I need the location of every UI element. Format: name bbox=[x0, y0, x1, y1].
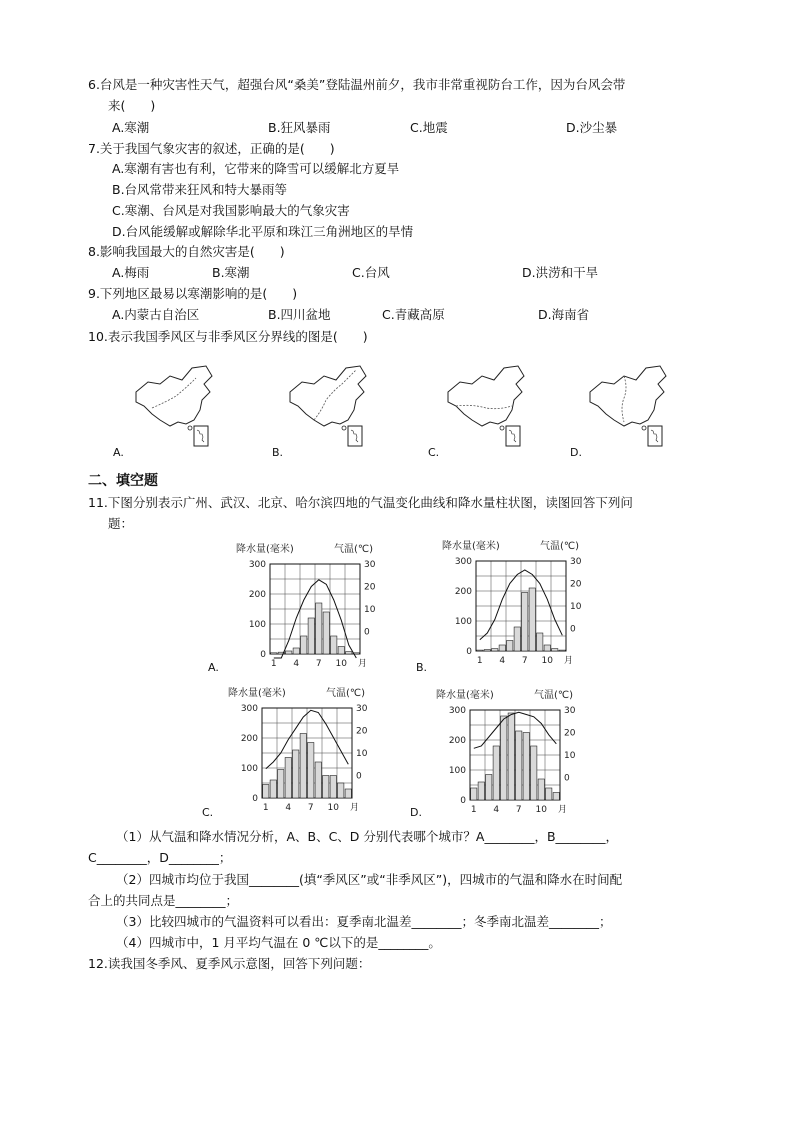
precip-bar-6 bbox=[300, 734, 306, 799]
precip-bar-1 bbox=[271, 653, 277, 654]
x-tick-label: 4 bbox=[499, 656, 506, 666]
left-tick-label: 200 bbox=[454, 587, 472, 597]
section-title: 二、填空题 bbox=[88, 473, 158, 489]
q7-option-b: B.台风常带来狂风和特大暴雨等 bbox=[112, 182, 288, 197]
q8-stem: 8.影响我国最大的自然灾害是( ) bbox=[88, 244, 285, 259]
x-tick-label: 10 bbox=[535, 805, 547, 815]
q12-stem: 12.读我国冬季风、夏季风示意图，回答下列问题： bbox=[88, 956, 371, 971]
q9-option-d: D.海南省 bbox=[538, 307, 590, 322]
left-axis-title: 降水量(毫米) bbox=[442, 541, 500, 552]
precip-bar-5 bbox=[507, 641, 513, 652]
left-tick-label: 200 bbox=[448, 736, 466, 746]
left-tick-label: 100 bbox=[454, 617, 472, 627]
right-tick-label: 30 bbox=[356, 704, 368, 714]
precip-bar-7 bbox=[308, 743, 314, 799]
right-tick-label: 20 bbox=[564, 728, 576, 739]
q7-option-a: A.寒潮有害也有利，它带来的降雪可以缓解北方夏旱 bbox=[112, 161, 400, 176]
q6-stem-line1: 6.台风是一种灾害性天气，超强台风“桑美”登陆温州前夕，我市非常重视防台工作，因为台风会带 bbox=[88, 77, 626, 92]
right-axis-title: 气温(℃) bbox=[334, 544, 374, 555]
precip-bar-1 bbox=[263, 785, 269, 799]
map-label-b: B. bbox=[272, 446, 284, 459]
precip-bar-3 bbox=[492, 649, 498, 651]
right-tick-label: 0 bbox=[564, 773, 570, 784]
precip-bar-12 bbox=[559, 650, 565, 651]
left-tick-label: 0 bbox=[460, 796, 466, 806]
q6-option-c: C.地震 bbox=[410, 120, 448, 135]
x-tick-label: 10 bbox=[335, 659, 347, 669]
precip-bar-2 bbox=[484, 650, 490, 652]
left-tick-label: 0 bbox=[466, 647, 472, 657]
precip-bar-10 bbox=[338, 647, 344, 655]
precip-bar-4 bbox=[499, 645, 505, 651]
chart-label-a: A. bbox=[208, 661, 219, 674]
q6-stem-line2: 来( ) bbox=[108, 98, 156, 113]
left-axis-title: 降水量(毫米) bbox=[228, 688, 286, 699]
q8-option-d: D.洪涝和干旱 bbox=[522, 265, 599, 280]
x-unit-label: 月 bbox=[350, 803, 360, 813]
precip-bar-1 bbox=[477, 650, 483, 651]
left-tick-label: 300 bbox=[448, 706, 466, 716]
q6-option-a: A.寒潮 bbox=[112, 120, 150, 135]
q10-stem: 10.表示我国季风区与非季风区分界线的图是( ) bbox=[88, 329, 368, 344]
precip-bar-4 bbox=[493, 746, 499, 800]
right-tick-label: 10 bbox=[570, 602, 582, 612]
climate-chart-a bbox=[232, 540, 392, 672]
map-label-a: A. bbox=[113, 446, 124, 459]
precip-bar-8 bbox=[529, 588, 535, 651]
x-tick-label: 7 bbox=[315, 659, 322, 669]
precip-bar-4 bbox=[285, 758, 291, 799]
precip-bar-8 bbox=[315, 762, 321, 798]
q7-stem: 7.关于我国气象灾害的叙述，正确的是( ) bbox=[88, 141, 335, 156]
right-tick-label: 30 bbox=[570, 557, 582, 567]
china-map-d bbox=[584, 362, 684, 454]
x-unit-label: 月 bbox=[558, 805, 568, 815]
q11-stem-line1: 11.下图分别表示广州、武汉、北京、哈尔滨四地的气温变化曲线和降水量柱状图，读图回答下列问 bbox=[88, 495, 633, 510]
q9-option-c: C.青藏高原 bbox=[382, 307, 445, 322]
china-map-b bbox=[284, 362, 384, 454]
q8-option-c: C.台风 bbox=[352, 265, 390, 280]
precip-bar-12 bbox=[553, 793, 559, 801]
x-tick-label: 4 bbox=[493, 805, 500, 815]
q9-stem: 9.下列地区最易以寒潮影响的是( ) bbox=[88, 286, 298, 301]
left-tick-label: 300 bbox=[240, 704, 258, 714]
china-map-c bbox=[442, 362, 542, 454]
q9-option-b: B.四川盆地 bbox=[268, 307, 331, 322]
precip-bar-1 bbox=[471, 788, 477, 800]
q11-sub3: （3）比较四城市的气温资料可以看出：夏季南北温差________；冬季南北温差________； bbox=[116, 914, 612, 929]
precip-bar-11 bbox=[338, 783, 344, 798]
right-axis-title: 气温(℃) bbox=[534, 690, 574, 701]
precip-bar-6 bbox=[508, 713, 514, 800]
precip-bar-12 bbox=[345, 789, 351, 798]
right-tick-label: 30 bbox=[564, 706, 576, 716]
x-tick-label: 4 bbox=[293, 659, 300, 669]
x-tick-label: 1 bbox=[476, 656, 483, 666]
x-tick-label: 10 bbox=[541, 656, 553, 666]
left-tick-label: 200 bbox=[240, 734, 258, 744]
precip-bar-9 bbox=[331, 636, 337, 654]
left-tick-label: 300 bbox=[454, 557, 472, 567]
climate-chart-b bbox=[438, 537, 598, 669]
x-tick-label: 1 bbox=[262, 803, 269, 813]
left-tick-label: 0 bbox=[252, 794, 258, 804]
q11-sub2-line1: （2）四城市均位于我国________(填“季风区”或“非季风区”)，四城市的气温和降水在时间配 bbox=[116, 872, 623, 887]
x-tick-label: 7 bbox=[515, 805, 522, 815]
precip-bar-9 bbox=[537, 633, 543, 651]
precip-bar-5 bbox=[501, 716, 507, 800]
q8-option-b: B.寒潮 bbox=[212, 265, 250, 280]
right-tick-label: 10 bbox=[364, 605, 376, 615]
precip-bar-2 bbox=[478, 782, 484, 800]
china-map-a bbox=[130, 362, 230, 454]
precip-bar-4 bbox=[293, 648, 299, 654]
precip-bar-11 bbox=[546, 788, 552, 800]
x-unit-label: 月 bbox=[358, 659, 368, 669]
precip-bar-7 bbox=[316, 603, 322, 654]
x-tick-label: 4 bbox=[285, 803, 292, 813]
q11-sub2-line2: 合上的共同点是________； bbox=[88, 893, 239, 908]
precip-bar-6 bbox=[514, 627, 520, 651]
precip-bar-10 bbox=[538, 779, 544, 800]
q6-option-d: D.沙尘暴 bbox=[566, 120, 618, 135]
chart-label-d: D. bbox=[410, 806, 422, 819]
precip-bar-6 bbox=[308, 618, 314, 654]
right-tick-label: 10 bbox=[356, 749, 368, 759]
precip-bar-11 bbox=[346, 652, 352, 654]
precip-bar-3 bbox=[286, 651, 292, 654]
right-tick-label: 30 bbox=[364, 560, 376, 570]
x-tick-label: 1 bbox=[470, 805, 477, 815]
left-tick-label: 300 bbox=[248, 560, 266, 570]
q8-option-a: A.梅雨 bbox=[112, 265, 150, 280]
x-tick-label: 7 bbox=[521, 656, 528, 666]
right-tick-label: 20 bbox=[364, 582, 376, 593]
precip-bar-5 bbox=[293, 750, 299, 798]
left-axis-title: 降水量(毫米) bbox=[436, 690, 494, 701]
left-axis-title: 降水量(毫米) bbox=[236, 544, 294, 555]
q11-sub1-line2: C________，D________； bbox=[88, 850, 232, 865]
right-tick-label: 0 bbox=[356, 771, 362, 782]
precip-bar-9 bbox=[323, 776, 329, 799]
left-tick-label: 100 bbox=[240, 764, 258, 774]
q7-option-c: C.寒潮、台风是对我国影响最大的气象灾害 bbox=[112, 203, 350, 218]
x-tick-label: 1 bbox=[270, 659, 277, 669]
precip-bar-8 bbox=[523, 733, 529, 801]
map-label-d: D. bbox=[570, 446, 582, 459]
q6-option-b: B.狂风暴雨 bbox=[268, 120, 331, 135]
chart-label-b: B. bbox=[416, 661, 428, 674]
right-tick-label: 0 bbox=[570, 624, 576, 635]
climate-chart-c bbox=[224, 684, 384, 816]
right-axis-title: 气温(℃) bbox=[326, 688, 366, 699]
precip-bar-9 bbox=[531, 746, 537, 800]
precip-bar-7 bbox=[522, 593, 528, 652]
precip-bar-11 bbox=[552, 649, 558, 651]
climate-chart-d bbox=[432, 686, 592, 818]
q11-sub1-line1: （1）从气温和降水情况分析，A、B、C、D 分别代表哪个城市？A________，B________， bbox=[116, 829, 619, 844]
left-tick-label: 100 bbox=[448, 766, 466, 776]
q7-option-d: D.台风能缓解或解除华北平原和珠江三角洲地区的旱情 bbox=[112, 224, 414, 239]
x-unit-label: 月 bbox=[564, 656, 574, 666]
map-label-c: C. bbox=[428, 446, 440, 459]
right-tick-label: 20 bbox=[356, 726, 368, 737]
precip-bar-8 bbox=[323, 612, 329, 654]
x-tick-label: 10 bbox=[327, 803, 339, 813]
q11-sub4: （4）四城市中，1 月平均气温在 0 ℃以下的是________。 bbox=[116, 935, 441, 950]
chart-label-c: C. bbox=[202, 806, 214, 819]
precip-bar-2 bbox=[270, 780, 276, 798]
right-tick-label: 10 bbox=[564, 751, 576, 761]
right-axis-title: 气温(℃) bbox=[540, 541, 580, 552]
left-tick-label: 200 bbox=[248, 590, 266, 600]
q11-stem-line2: 题： bbox=[108, 516, 134, 531]
precip-bar-10 bbox=[544, 645, 550, 651]
right-tick-label: 20 bbox=[570, 579, 582, 590]
precip-bar-3 bbox=[486, 775, 492, 801]
x-tick-label: 7 bbox=[307, 803, 314, 813]
left-tick-label: 0 bbox=[260, 650, 266, 660]
left-tick-label: 100 bbox=[248, 620, 266, 630]
precip-bar-7 bbox=[516, 731, 522, 800]
precip-bar-10 bbox=[330, 776, 336, 799]
right-tick-label: 0 bbox=[364, 627, 370, 638]
precip-bar-3 bbox=[278, 770, 284, 799]
q9-option-a: A.内蒙古自治区 bbox=[112, 307, 200, 322]
precip-bar-5 bbox=[301, 636, 307, 654]
